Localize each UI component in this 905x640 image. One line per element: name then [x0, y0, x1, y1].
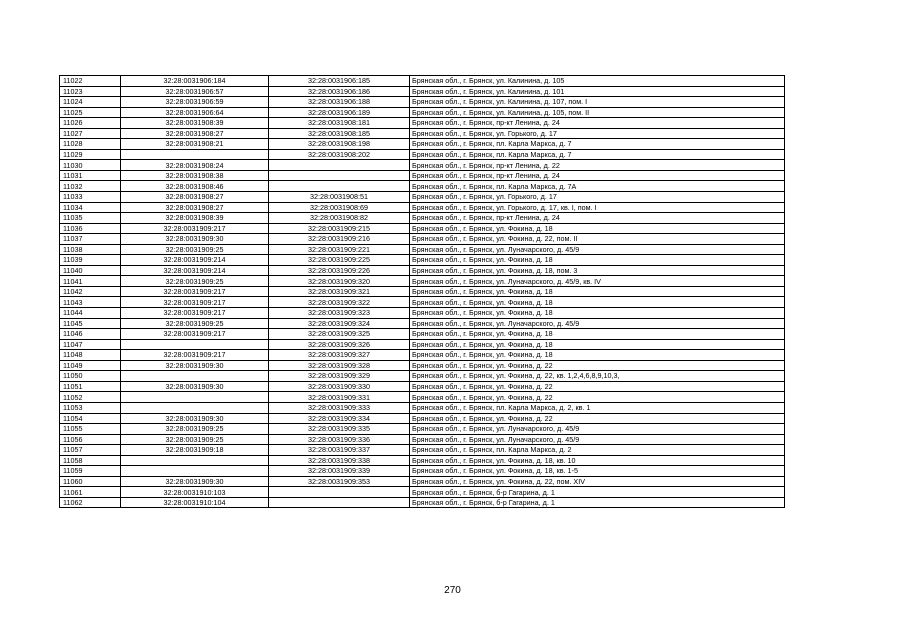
row-number-cell: 11040 — [60, 265, 121, 276]
object-cadastral-number-cell: 32:28:0031908:185 — [269, 128, 410, 139]
address-cell: Брянская обл., г. Брянск, ул. Луначарского, д. 45/9 — [410, 318, 785, 329]
address-cell: Брянская обл., г. Брянск, пл. Карла Маркса, д. 7А — [410, 181, 785, 192]
table-row — [60, 265, 785, 276]
cadastral-number-cell: 32:28:0031909:25 — [121, 434, 269, 445]
cadastral-number-cell: 32:28:0031909:217 — [121, 350, 269, 361]
object-cadastral-number-cell: 32:28:0031908:69 — [269, 202, 410, 213]
object-cadastral-number-cell — [269, 497, 410, 508]
address-cell: Брянская обл., г. Брянск, ул. Фокина, д. 18, кв. 1-5 — [410, 466, 785, 477]
object-cadastral-number-cell: 32:28:0031909:215 — [269, 223, 410, 234]
row-number-cell: 11044 — [60, 308, 121, 319]
cadastral-number-cell: 32:28:0031908:27 — [121, 192, 269, 203]
cadastral-number-cell: 32:28:0031908:46 — [121, 181, 269, 192]
address-cell: Брянская обл., г. Брянск, ул. Горького, д. 17, кв. I, пом. I — [410, 202, 785, 213]
table-row — [60, 402, 785, 413]
object-cadastral-number-cell: 32:28:0031909:338 — [269, 455, 410, 466]
row-number-cell: 11060 — [60, 476, 121, 487]
address-cell: Брянская обл., г. Брянск, пр-кт Ленина, д. 24 — [410, 170, 785, 181]
address-cell: Брянская обл., г. Брянск, ул. Фокина, д. 18 — [410, 339, 785, 350]
row-number-cell: 11053 — [60, 402, 121, 413]
address-cell: Брянская обл., г. Брянск, ул. Фокина, д. 18, пом. 3 — [410, 265, 785, 276]
row-number-cell: 11035 — [60, 213, 121, 224]
table-row — [60, 455, 785, 466]
address-cell: Брянская обл., г. Брянск, пр-кт Ленина, д. 24 — [410, 118, 785, 129]
object-cadastral-number-cell: 32:28:0031908:202 — [269, 149, 410, 160]
row-number-cell: 11041 — [60, 276, 121, 287]
address-cell: Брянская обл., г. Брянск, ул. Фокина, д. 18 — [410, 308, 785, 319]
object-cadastral-number-cell: 32:28:0031909:333 — [269, 402, 410, 413]
row-number-cell: 11058 — [60, 455, 121, 466]
table-row — [60, 413, 785, 424]
address-cell: Брянская обл., г. Брянск, ул. Фокина, д. 18 — [410, 255, 785, 266]
table-row — [60, 497, 785, 508]
address-cell: Брянская обл., г. Брянск, ул. Луначарского, д. 45/9 — [410, 244, 785, 255]
row-number-cell: 11043 — [60, 297, 121, 308]
table-row — [60, 139, 785, 150]
object-cadastral-number-cell: 32:28:0031909:225 — [269, 255, 410, 266]
table-row — [60, 118, 785, 129]
row-number-cell: 11022 — [60, 76, 121, 87]
row-number-cell: 11059 — [60, 466, 121, 477]
cadastral-number-cell — [121, 455, 269, 466]
address-cell: Брянская обл., г. Брянск, ул. Фокина, д. 22, пом. II — [410, 234, 785, 245]
object-cadastral-number-cell: 32:28:0031909:335 — [269, 424, 410, 435]
row-number-cell: 11051 — [60, 381, 121, 392]
object-cadastral-number-cell: 32:28:0031909:336 — [269, 434, 410, 445]
table-row — [60, 308, 785, 319]
address-cell: Брянская обл., г. Брянск, пл. Карла Маркса, д. 2, кв. 1 — [410, 402, 785, 413]
object-cadastral-number-cell — [269, 487, 410, 498]
registry-table-body — [60, 76, 785, 508]
row-number-cell: 11031 — [60, 170, 121, 181]
table-row — [60, 466, 785, 477]
address-cell: Брянская обл., г. Брянск, ул. Горького, д. 17 — [410, 128, 785, 139]
row-number-cell: 11024 — [60, 97, 121, 108]
object-cadastral-number-cell — [269, 160, 410, 171]
row-number-cell: 11036 — [60, 223, 121, 234]
table-row — [60, 487, 785, 498]
address-cell: Брянская обл., г. Брянск, ул. Фокина, д. 18 — [410, 286, 785, 297]
row-number-cell: 11030 — [60, 160, 121, 171]
cadastral-number-cell: 32:28:0031908:24 — [121, 160, 269, 171]
row-number-cell: 11034 — [60, 202, 121, 213]
row-number-cell: 11050 — [60, 371, 121, 382]
address-cell: Брянская обл., г. Брянск, ул. Фокина, д. 18 — [410, 223, 785, 234]
cadastral-number-cell: 32:28:0031909:217 — [121, 297, 269, 308]
table-row — [60, 297, 785, 308]
table-row — [60, 329, 785, 340]
object-cadastral-number-cell: 32:28:0031906:186 — [269, 86, 410, 97]
registry-table — [59, 75, 785, 508]
row-number-cell: 11032 — [60, 181, 121, 192]
cadastral-number-cell: 32:28:0031906:57 — [121, 86, 269, 97]
object-cadastral-number-cell: 32:28:0031909:323 — [269, 308, 410, 319]
address-cell: Брянская обл., г. Брянск, пр-кт Ленина, д. 24 — [410, 213, 785, 224]
cadastral-number-cell: 32:28:0031908:39 — [121, 213, 269, 224]
object-cadastral-number-cell: 32:28:0031909:216 — [269, 234, 410, 245]
cadastral-number-cell: 32:28:0031910:103 — [121, 487, 269, 498]
cadastral-number-cell: 32:28:0031909:30 — [121, 360, 269, 371]
address-cell: Брянская обл., г. Брянск, ул. Фокина, д. 22 — [410, 413, 785, 424]
object-cadastral-number-cell: 32:28:0031908:181 — [269, 118, 410, 129]
cadastral-number-cell: 32:28:0031909:217 — [121, 329, 269, 340]
table-row — [60, 107, 785, 118]
table-row — [60, 339, 785, 350]
object-cadastral-number-cell: 32:28:0031909:326 — [269, 339, 410, 350]
table-row — [60, 318, 785, 329]
cadastral-number-cell: 32:28:0031909:217 — [121, 223, 269, 234]
table-row — [60, 76, 785, 87]
row-number-cell: 11052 — [60, 392, 121, 403]
table-row — [60, 244, 785, 255]
address-cell: Брянская обл., г. Брянск, б-р Гагарина, д. 1 — [410, 497, 785, 508]
address-cell: Брянская обл., г. Брянск, ул. Калинина, д. 107, пом. I — [410, 97, 785, 108]
row-number-cell: 11045 — [60, 318, 121, 329]
table-row — [60, 392, 785, 403]
cadastral-number-cell — [121, 371, 269, 382]
cadastral-number-cell: 32:28:0031909:30 — [121, 381, 269, 392]
address-cell: Брянская обл., г. Брянск, ул. Фокина, д. 22 — [410, 360, 785, 371]
object-cadastral-number-cell: 32:28:0031909:337 — [269, 445, 410, 456]
object-cadastral-number-cell: 32:28:0031908:51 — [269, 192, 410, 203]
row-number-cell: 11029 — [60, 149, 121, 160]
address-cell: Брянская обл., г. Брянск, ул. Фокина, д. 22 — [410, 381, 785, 392]
row-number-cell: 11038 — [60, 244, 121, 255]
address-cell: Брянская обл., г. Брянск, ул. Фокина, д. 22 — [410, 392, 785, 403]
cadastral-number-cell: 32:28:0031908:38 — [121, 170, 269, 181]
address-cell: Брянская обл., г. Брянск, пл. Карла Маркса, д. 2 — [410, 445, 785, 456]
cadastral-number-cell: 32:28:0031908:27 — [121, 128, 269, 139]
row-number-cell: 11026 — [60, 118, 121, 129]
object-cadastral-number-cell: 32:28:0031909:325 — [269, 329, 410, 340]
row-number-cell: 11048 — [60, 350, 121, 361]
table-row — [60, 160, 785, 171]
address-cell: Брянская обл., г. Брянск, ул. Фокина, д. 18 — [410, 329, 785, 340]
table-row — [60, 213, 785, 224]
table-row — [60, 350, 785, 361]
table-row — [60, 86, 785, 97]
object-cadastral-number-cell: 32:28:0031909:353 — [269, 476, 410, 487]
row-number-cell: 11046 — [60, 329, 121, 340]
object-cadastral-number-cell: 32:28:0031909:328 — [269, 360, 410, 371]
table-row — [60, 192, 785, 203]
address-cell: Брянская обл., г. Брянск, ул. Фокина, д. 18 — [410, 297, 785, 308]
object-cadastral-number-cell: 32:28:0031909:321 — [269, 286, 410, 297]
row-number-cell: 11057 — [60, 445, 121, 456]
address-cell: Брянская обл., г. Брянск, ул. Фокина, д. 22, кв. 1,2,4,6,8,9,10,3, — [410, 371, 785, 382]
cadastral-number-cell: 32:28:0031908:21 — [121, 139, 269, 150]
cadastral-number-cell: 32:28:0031909:25 — [121, 318, 269, 329]
address-cell: Брянская обл., г. Брянск, пр-кт Ленина, д. 22 — [410, 160, 785, 171]
object-cadastral-number-cell: 32:28:0031909:226 — [269, 265, 410, 276]
address-cell: Брянская обл., г. Брянск, ул. Горького, д. 17 — [410, 192, 785, 203]
cadastral-number-cell: 32:28:0031909:30 — [121, 413, 269, 424]
row-number-cell: 11047 — [60, 339, 121, 350]
address-cell: Брянская обл., г. Брянск, ул. Луначарского, д. 45/9 — [410, 424, 785, 435]
table-row — [60, 476, 785, 487]
cadastral-number-cell: 32:28:0031909:18 — [121, 445, 269, 456]
object-cadastral-number-cell: 32:28:0031909:324 — [269, 318, 410, 329]
row-number-cell: 11027 — [60, 128, 121, 139]
object-cadastral-number-cell — [269, 170, 410, 181]
address-cell: Брянская обл., г. Брянск, ул. Калинина, д. 105 — [410, 76, 785, 87]
object-cadastral-number-cell: 32:28:0031909:339 — [269, 466, 410, 477]
address-cell: Брянская обл., г. Брянск, ул. Калинина, д. 105, пом. II — [410, 107, 785, 118]
row-number-cell: 11025 — [60, 107, 121, 118]
object-cadastral-number-cell: 32:28:0031909:330 — [269, 381, 410, 392]
cadastral-number-cell — [121, 392, 269, 403]
address-cell: Брянская обл., г. Брянск, ул. Фокина, д. 18, кв. 10 — [410, 455, 785, 466]
table-row — [60, 434, 785, 445]
cadastral-number-cell: 32:28:0031908:39 — [121, 118, 269, 129]
object-cadastral-number-cell: 32:28:0031906:185 — [269, 76, 410, 87]
table-row — [60, 424, 785, 435]
address-cell: Брянская обл., г. Брянск, ул. Фокина, д. 22, пом. XIV — [410, 476, 785, 487]
row-number-cell: 11061 — [60, 487, 121, 498]
cadastral-number-cell: 32:28:0031910:104 — [121, 497, 269, 508]
table-row — [60, 223, 785, 234]
table-row — [60, 255, 785, 266]
cadastral-number-cell: 32:28:0031909:30 — [121, 234, 269, 245]
cadastral-number-cell: 32:28:0031909:214 — [121, 265, 269, 276]
address-cell: Брянская обл., г. Брянск, б-р Гагарина, д. 1 — [410, 487, 785, 498]
table-row — [60, 286, 785, 297]
address-cell: Брянская обл., г. Брянск, ул. Луначарского, д. 45/9 — [410, 434, 785, 445]
object-cadastral-number-cell: 32:28:0031908:82 — [269, 213, 410, 224]
table-row — [60, 181, 785, 192]
cadastral-number-cell: 32:28:0031909:217 — [121, 286, 269, 297]
address-cell: Брянская обл., г. Брянск, ул. Фокина, д. 18 — [410, 350, 785, 361]
cadastral-number-cell: 32:28:0031909:25 — [121, 424, 269, 435]
row-number-cell: 11023 — [60, 86, 121, 97]
object-cadastral-number-cell: 32:28:0031906:189 — [269, 107, 410, 118]
cadastral-number-cell: 32:28:0031909:214 — [121, 255, 269, 266]
object-cadastral-number-cell: 32:28:0031909:329 — [269, 371, 410, 382]
table-row — [60, 445, 785, 456]
table-row — [60, 149, 785, 160]
table-row — [60, 371, 785, 382]
object-cadastral-number-cell: 32:28:0031909:327 — [269, 350, 410, 361]
row-number-cell: 11049 — [60, 360, 121, 371]
table-row — [60, 97, 785, 108]
table-row — [60, 276, 785, 287]
cadastral-number-cell — [121, 149, 269, 160]
object-cadastral-number-cell — [269, 181, 410, 192]
table-row — [60, 202, 785, 213]
table-row — [60, 170, 785, 181]
table-row — [60, 234, 785, 245]
address-cell: Брянская обл., г. Брянск, пл. Карла Маркса, д. 7 — [410, 139, 785, 150]
object-cadastral-number-cell: 32:28:0031909:221 — [269, 244, 410, 255]
cadastral-number-cell — [121, 466, 269, 477]
cadastral-number-cell: 32:28:0031909:30 — [121, 476, 269, 487]
row-number-cell: 11056 — [60, 434, 121, 445]
cadastral-number-cell — [121, 402, 269, 413]
row-number-cell: 11028 — [60, 139, 121, 150]
cadastral-number-cell: 32:28:0031909:217 — [121, 308, 269, 319]
object-cadastral-number-cell: 32:28:0031909:322 — [269, 297, 410, 308]
row-number-cell: 11062 — [60, 497, 121, 508]
address-cell: Брянская обл., г. Брянск, ул. Луначарского, д. 45/9, кв. IV — [410, 276, 785, 287]
address-cell: Брянская обл., г. Брянск, ул. Калинина, д. 101 — [410, 86, 785, 97]
table-row — [60, 360, 785, 371]
cadastral-number-cell: 32:28:0031909:25 — [121, 244, 269, 255]
cadastral-number-cell — [121, 339, 269, 350]
address-cell: Брянская обл., г. Брянск, пл. Карла Маркса, д. 7 — [410, 149, 785, 160]
object-cadastral-number-cell: 32:28:0031909:331 — [269, 392, 410, 403]
cadastral-number-cell: 32:28:0031906:64 — [121, 107, 269, 118]
cadastral-number-cell: 32:28:0031906:59 — [121, 97, 269, 108]
row-number-cell: 11039 — [60, 255, 121, 266]
object-cadastral-number-cell: 32:28:0031909:334 — [269, 413, 410, 424]
cadastral-number-cell: 32:28:0031906:184 — [121, 76, 269, 87]
cadastral-number-cell: 32:28:0031909:25 — [121, 276, 269, 287]
object-cadastral-number-cell: 32:28:0031908:198 — [269, 139, 410, 150]
object-cadastral-number-cell: 32:28:0031909:320 — [269, 276, 410, 287]
row-number-cell: 11054 — [60, 413, 121, 424]
row-number-cell: 11033 — [60, 192, 121, 203]
table-row — [60, 128, 785, 139]
object-cadastral-number-cell: 32:28:0031906:188 — [269, 97, 410, 108]
row-number-cell: 11055 — [60, 424, 121, 435]
table-row — [60, 381, 785, 392]
cadastral-number-cell: 32:28:0031908:27 — [121, 202, 269, 213]
row-number-cell: 11037 — [60, 234, 121, 245]
page-number: 270 — [444, 585, 461, 596]
row-number-cell: 11042 — [60, 286, 121, 297]
